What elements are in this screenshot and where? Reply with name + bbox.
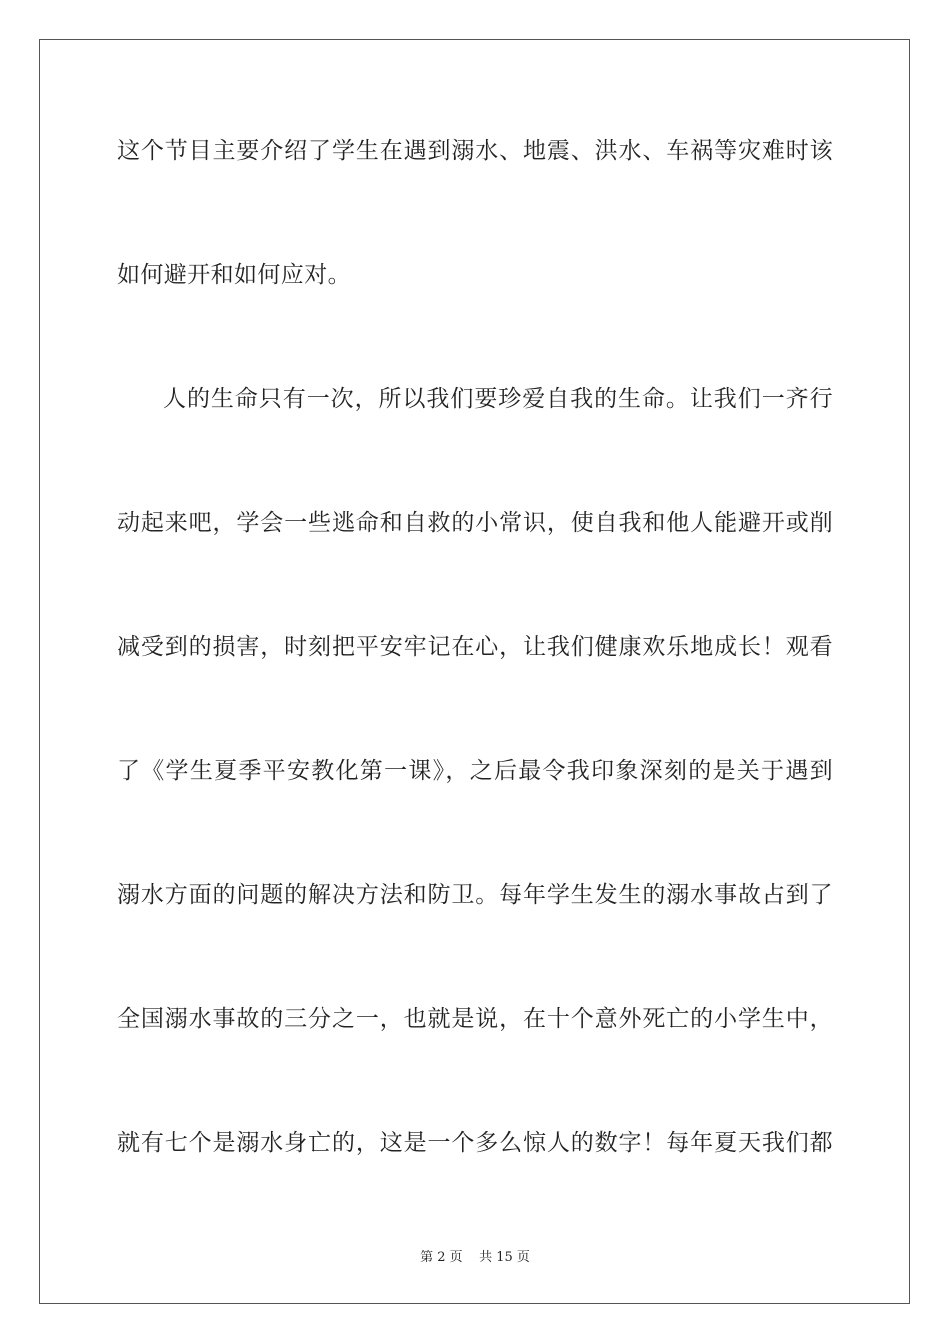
page-number-footer: 第 2 页 共 15 页 bbox=[420, 1250, 530, 1265]
paragraph-line-3: 人的生命只有一次，所以我们要珍爱自我的生命。让我们一齐行 bbox=[163, 386, 833, 412]
paragraph-line-9: 就有七个是溺水身亡的，这是一个多么惊人的数字！每年夏天我们都 bbox=[117, 1130, 833, 1156]
paragraph-line-4: 动起来吧，学会一些逃命和自救的小常识，使自我和他人能避开或削 bbox=[117, 510, 833, 536]
page-border bbox=[39, 39, 910, 1304]
paragraph-line-7: 溺水方面的问题的解决方法和防卫。每年学生发生的溺水事故占到了 bbox=[117, 882, 833, 908]
paragraph-line-8: 全国溺水事故的三分之一，也就是说，在十个意外死亡的小学生中， bbox=[117, 1006, 833, 1032]
paragraph-line-5: 减受到的损害，时刻把平安牢记在心，让我们健康欢乐地成长！观看 bbox=[117, 634, 833, 660]
paragraph-line-6: 了《学生夏季平安教化第一课》，之后最令我印象深刻的是关于遇到 bbox=[117, 758, 833, 784]
paragraph-line-2: 如何避开和如何应对。 bbox=[117, 262, 351, 288]
paragraph-line-1: 这个节目主要介绍了学生在遇到溺水、地震、洪水、车祸等灾难时该 bbox=[117, 138, 833, 164]
